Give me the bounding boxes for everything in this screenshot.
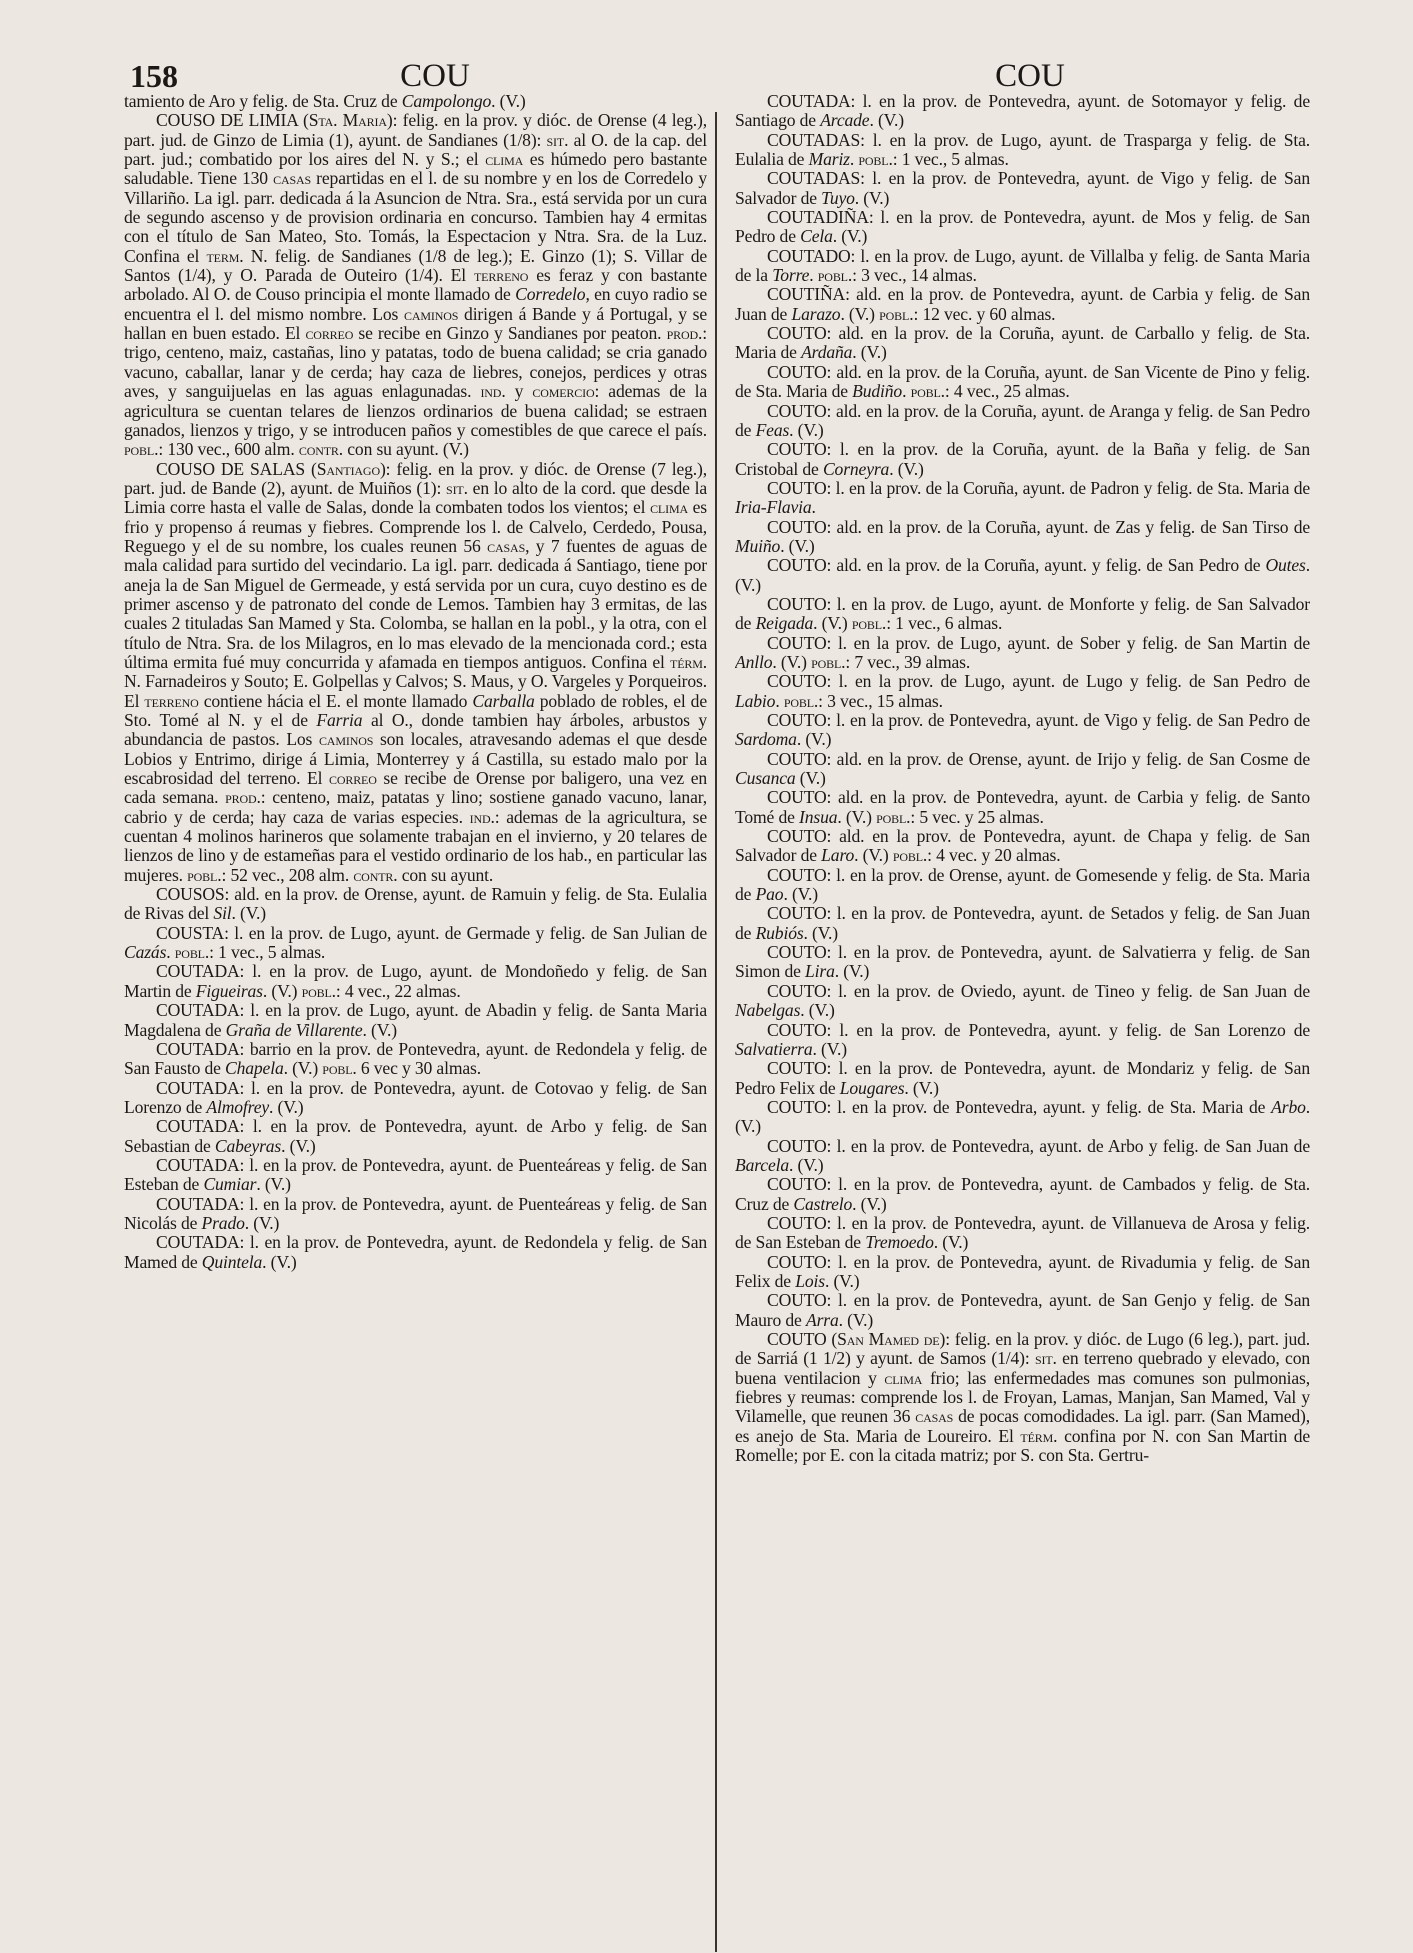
entry-text: pobl. — [876, 806, 911, 827]
entry-text: San Mamed de — [837, 1329, 940, 1349]
entry-text: de pocas comodidades. La igl. parr. (San Mamed), es anejo de Sta. Maria de Loureiro. El — [735, 1406, 1310, 1446]
entry-text: pobl. — [892, 845, 928, 866]
entry-text: Feas — [755, 419, 790, 440]
gazetteer-entry — [124, 1233, 707, 1272]
entry-text: : 3 vec., 14 almas. — [852, 265, 977, 286]
entry-text: Sardoma — [735, 729, 797, 750]
entry-text: . — [166, 942, 175, 963]
gazetteer-entry — [735, 92, 1310, 131]
entry-text: . — [775, 690, 784, 711]
entry-text: . — [902, 381, 911, 402]
entry-text: Anllo — [735, 651, 773, 672]
entry-text: N. felig. de Sandianes (1/8 de leg.); E. Ginzo (1); S. Villar de Santos (1/4), y O. Parada de Outeiro (1/4). El — [124, 245, 707, 286]
gazetteer-entry — [124, 1195, 707, 1234]
entry-text: COUTO: l. en la prov. de Pontevedra, ayunt. de San Genjo y felig. de San Mauro de — [735, 1290, 1310, 1330]
entry-text: . (V.) — [834, 961, 870, 982]
entry-text: . (V.) — [854, 187, 890, 208]
entry-text: COUTADA: barrio en la prov. de Pontevedra, ayunt. de Redondela y felig. de San Fausto de — [124, 1038, 707, 1079]
entry-text: comercio — [532, 381, 595, 402]
entry-text: . (V.) — [362, 1019, 397, 1040]
entry-text: COUSO DE LIMIA ( — [156, 110, 309, 131]
entry-text: : 12 vec. y 60 almas. — [913, 303, 1056, 324]
entry-text: COUTO: l. en la prov. de Pontevedra, ayunt. de Villanueva de Arosa y felig. de San Esteban de — [735, 1212, 1310, 1253]
entry-text: . (V.) — [854, 845, 893, 866]
entry-text: frio; las enfermedades mas comunes son pulmonias, fiebres y reumas: comprende los l. de Froyan, Lamas, Manjan, San Mamed, Val y Vilamelle, que reunen 36 — [735, 1367, 1310, 1427]
entry-text: contr. — [353, 864, 398, 885]
entry-text: Graña de Villarente — [225, 1019, 363, 1040]
gazetteer-entry — [735, 672, 1310, 711]
entry-text: dirigen á Bande y á Portugal, y se hallan en buen estado. El — [124, 303, 707, 344]
entry-text: . (V.) — [231, 903, 266, 924]
entry-text: pobl. — [783, 690, 819, 711]
gazetteer-entry — [735, 479, 1310, 518]
entry-text: Quintela — [201, 1251, 263, 1272]
entry-text: . (V.) — [838, 1309, 874, 1330]
entry-text: pobl. — [851, 613, 887, 634]
entry-text: se recibe en Ginzo y Sandianes por peaton. — [353, 323, 667, 344]
entry-text: . (V.) — [789, 1154, 824, 1175]
entry-text: Prado — [201, 1212, 245, 1233]
entry-text: Cazás — [124, 942, 167, 963]
entry-text: Rubiós — [755, 922, 804, 943]
entry-text: COUTO: l. en la prov. de Lugo, ayunt. de Lugo y felig. de San Pedro de — [767, 671, 1310, 692]
entry-text: COUTADA: l. en la prov. de Pontevedra, ayunt. de Puenteáreas y felig. de San Esteban de — [124, 1154, 707, 1195]
entry-text: . (V.) — [269, 1096, 304, 1117]
entry-text: : 4 vec. y 20 almas. — [927, 845, 1061, 866]
entry-text: COUTO ( — [767, 1329, 838, 1349]
gazetteer-entry — [124, 111, 707, 459]
entry-text: casas — [273, 168, 312, 189]
entry-text: COUTO: l. en la prov. de Oviedo, ayunt. de Tineo y felig. de San Juan de — [767, 980, 1310, 1001]
entry-text: son locales, atravesando ademas el que desde Lobios y Entrimo, dirige á Limia, Monterrey y á Castilla, su estado malo por la escabrosidad del terreno. El — [124, 729, 707, 789]
entry-text: con su ayunt. — [397, 864, 494, 885]
entry-text: , y 7 fuentes de aguas de mala calidad para surtido del vecindario. La igl. parr. dedicada á Santiago, tiene por aneja la de San Miguel de Germeade, y está servida por un cura, cuyo destino es de primer ascenso y de patronato del conde de Lemos. Tambien hay 3 ermitas, de las cuales 2 tituladas San Mamed y Sta. Colomba, se hallan en la pobl., y la otra, con el título de Ntra. Sra. de los Milagros, en lo mas elevado de la mencionada cord.; esta última ermita fué muy concurrida y afamada en tiempos antiguos. Confina el — [124, 535, 707, 672]
entry-text: ): felig. en la prov. y dióc. de Orense (7 leg.), part. jud. de Bande (2), ayunt. de Muiños (1): — [124, 458, 707, 498]
entry-text: COUTO: l. en la prov. de Pontevedra, ayunt. y felig. de Sta. Maria de — [767, 1096, 1272, 1117]
entry-text: pobl. — [817, 265, 853, 286]
entry-text: COUTO: l. en la prov. de Pontevedra, ayunt. de Salvatierra y felig. de San Simon de — [735, 942, 1310, 982]
entry-text: . (V.) — [491, 92, 526, 111]
entry-text: Carballa — [472, 690, 535, 711]
entry-text: Cela — [800, 226, 833, 247]
entry-text: term. — [206, 245, 244, 266]
gazetteer-entry — [735, 1175, 1310, 1214]
entry-text: COUTO: l. en la prov. de Lugo, ayunt. de Monforte y felig. de San Salvador de — [735, 593, 1310, 634]
entry-text: COUTADO: l. en la prov. de Lugo, ayunt. de Villalba y felig. de Santa Maria de la — [735, 245, 1310, 286]
entry-text: casas — [915, 1406, 954, 1427]
entry-text: clima — [485, 149, 524, 170]
entry-text: COUTO: l. en la prov. de la Coruña, ayunt. de la Baña y felig. de San Cristobal de — [735, 439, 1310, 479]
entry-text: COUTO: ald. en la prov. de Pontevedra, ayunt. de Carbia y felig. de Santo Tomé de — [735, 787, 1310, 827]
entry-text: COUTO: l. en la prov. de Lugo, ayunt. de Sober y felig. de San Martin de — [767, 632, 1310, 653]
entry-text: COUTO: ald. en la prov. de la Coruña, ayunt. de San Vicente de Pino y felig. de Sta. Maria de — [735, 361, 1310, 402]
gazetteer-entry — [735, 363, 1310, 402]
entry-text: tamiento de Aro y felig. de Sta. Cruz de — [124, 92, 402, 111]
entry-text: y — [505, 381, 533, 402]
entry-text: . (V.) — [262, 980, 302, 1001]
entry-text: . (V.) — [735, 555, 1310, 595]
gazetteer-entry — [124, 92, 707, 111]
entry-text: Barcela — [735, 1154, 789, 1175]
entry-text: : 52 vec., 208 alm. — [221, 864, 354, 885]
gazetteer-entry — [735, 750, 1310, 789]
entry-text: Nabelgas — [735, 1000, 801, 1021]
running-head-right: COU — [995, 58, 1065, 94]
entry-text: terreno — [474, 265, 529, 286]
entry-text: COUTADA: l. en la prov. de Lugo, ayunt. de Mondoñedo y felig. de San Martin de — [124, 961, 707, 1001]
gazetteer-entry — [735, 324, 1310, 363]
entry-text: : 1 vec., 5 almas. — [892, 149, 1009, 170]
entry-text: : 130 vec., 600 alm. — [158, 439, 299, 460]
entry-text: . (V.) — [772, 651, 812, 672]
gazetteer-entry — [735, 518, 1310, 557]
entry-text: térm. — [670, 651, 707, 672]
entry-text: . — [849, 149, 859, 170]
entry-text: pobl. — [322, 1058, 357, 1079]
entry-text: . (V.) — [824, 1270, 860, 1291]
entry-text: COUTO: l. en la prov. de Orense, ayunt. de Gomesende y felig. de Sta. Maria de — [735, 864, 1310, 905]
entry-text: Figueiras — [195, 980, 263, 1001]
gazetteer-entry — [735, 904, 1310, 943]
entry-text: , en cuyo radio se encuentra el l. del mismo nombre. Los — [124, 284, 707, 324]
entry-text: COUTADA: l. en la prov. de Pontevedra, ayunt. de Redondela y felig. de San Mamed de — [124, 1232, 707, 1272]
entry-text: . (V.) — [803, 922, 838, 943]
running-head-left: COU — [400, 58, 470, 94]
entry-text: Cumiar — [203, 1174, 257, 1195]
entry-text: se recibe de Orense por baligero, una vez en cada semana. — [124, 768, 707, 808]
entry-text: . (V.) — [904, 1077, 939, 1098]
entry-text: ): felig. en la prov. y dióc. de Orense (4 leg.), part. jud. de Ginzo de Limia (1), ayunt. de Sandianes (1/8): — [124, 110, 707, 150]
entry-text: Chapela — [225, 1058, 284, 1079]
entry-text: terreno — [144, 690, 199, 711]
entry-text: correo — [305, 323, 354, 344]
entry-text: COUTO: ald. en la prov. de la Coruña, ayunt. de Aranga y felig. de San Pedro de — [735, 400, 1310, 440]
entry-text: COUTADAS: l. en la prov. de Lugo, ayunt. de Trasparga y felig. de Sta. Eulalia de — [735, 129, 1310, 170]
entry-text: en terreno quebrado y elevado, con buena ventilacion y — [735, 1348, 1310, 1388]
entry-text: . (V.) — [244, 1212, 280, 1233]
gazetteer-entry — [735, 866, 1310, 905]
gazetteer-entry — [735, 595, 1310, 634]
entry-text: casas — [487, 535, 526, 556]
entry-text: . (V.) — [832, 226, 868, 247]
entry-text: . (V.) — [262, 1251, 297, 1272]
entry-text: N. Farnadeiros y Souto; E. Golpellas y Calvos; S. Maus, y O. Vargeles y Porqueiros. El — [124, 671, 707, 711]
gazetteer-entry — [735, 788, 1310, 827]
entry-text: Arra — [805, 1309, 839, 1330]
entry-text: Laro — [821, 845, 855, 866]
entry-text: COUTO: l. en la prov. de Pontevedra, ayunt. de Rivadumia y felig. de San Felix de — [735, 1251, 1310, 1291]
entry-text: contiene hácia el E. el monte llamado — [198, 690, 473, 711]
entry-text: Iria-Flavia — [735, 497, 812, 518]
gazetteer-entry — [735, 402, 1310, 441]
entry-text: : 4 vec., 25 almas. — [944, 381, 1070, 402]
entry-text: COUTO: l. en la prov. de Pontevedra, ayunt. de Cambados y felig. de Sta. Cruz de — [735, 1174, 1310, 1214]
entry-text: . (V.) — [780, 535, 815, 556]
entry-text: COUTO: ald. en la prov. de la Coruña, ayunt. de Carballo y felig. de Sta. Maria de — [735, 323, 1310, 363]
entry-text: : ademas de la agricultura se cuentan telares de lienzos ordinarios de buena calidad; se estraen ganados, lienzos y trigo, y se introducen paños y comestibles de que carece el país. — [124, 381, 707, 440]
column-rule — [715, 112, 717, 1952]
entry-text: . (V.) — [889, 458, 924, 479]
entry-text: . — [809, 265, 818, 286]
gazetteer-entry — [124, 1079, 707, 1118]
entry-text: : 7 vec., 39 almas. — [845, 651, 971, 672]
gazetteer-entry — [124, 460, 707, 886]
gazetteer-entry — [735, 1291, 1310, 1330]
entry-text: Santiago — [316, 458, 380, 479]
entry-text: pobl. — [124, 439, 159, 460]
gazetteer-entry — [735, 1330, 1310, 1465]
gazetteer-entry — [735, 131, 1310, 170]
left-column — [124, 92, 707, 1272]
gazetteer-entry — [124, 1040, 707, 1079]
entry-text: COUSTA: l. en la prov. de Lugo, ayunt. de Germade y felig. de San Julian de — [156, 922, 707, 943]
entry-text: Lira — [805, 961, 835, 982]
entry-text: Castrelo — [793, 1193, 853, 1214]
entry-text: Muiño — [735, 535, 781, 556]
entry-text: al O. de la cap. del part. jud.; combatido por los aires del N. y S.; el — [124, 129, 707, 170]
entry-text: caminos — [403, 303, 459, 324]
entry-text: . (V.) — [813, 613, 852, 634]
entry-text: sit. — [546, 129, 569, 150]
entry-text: COUTIÑA: ald. en la prov. de Pontevedra, ayunt. de Carbia y felig. de San Juan de — [735, 284, 1310, 324]
entry-text: pobl. — [879, 303, 914, 324]
entry-text: . (V.) — [789, 419, 824, 440]
entry-text: Almofrey — [206, 1096, 270, 1117]
entry-text: sit. — [1034, 1348, 1057, 1369]
entry-text: Pao — [755, 884, 784, 905]
entry-text: poblado de robles, el de Sto. Tomé al N. y el de — [124, 690, 707, 730]
entry-text: es feraz y con bastante arbolado. Al O. de Couso principia el monte llamado de — [124, 265, 707, 305]
entry-text: : 1 vec., 5 almas. — [209, 942, 326, 963]
entry-text: caminos — [318, 729, 374, 750]
entry-text: Salvatierra — [735, 1038, 813, 1059]
entry-text: contr. — [298, 439, 344, 460]
entry-text: . (V.) — [869, 110, 904, 131]
entry-text: COUTO: ald. en la prov. de la Coruña, ayunt. de Zas y felig. de San Tirso de — [767, 516, 1310, 537]
entry-text: COUTADA: l. en la prov. de Pontevedra, ayunt. de Sotomayor y felig. de Santiago de — [735, 92, 1310, 131]
entry-text: COUTADAS: l. en la prov. de Pontevedra, ayunt. de Vigo y felig. de San Salvador de — [735, 168, 1310, 208]
entry-text: Sta. Maria — [308, 110, 387, 131]
right-column — [735, 92, 1310, 1465]
entry-text: pobl. — [858, 149, 893, 170]
entry-text: Sil — [213, 903, 232, 924]
entry-text: . (V.) — [933, 1232, 969, 1253]
entry-text: . (V.) — [783, 884, 818, 905]
gazetteer-entry — [735, 556, 1310, 595]
gazetteer-entry — [735, 1253, 1310, 1292]
entry-text: COUTO: l. en la prov. de Pontevedra, ayunt. de Setados y felig. de San Juan de — [735, 903, 1310, 943]
entry-text: prod. — [225, 787, 261, 808]
entry-text: Larazo — [791, 303, 841, 324]
entry-text: COUTADA: l. en la prov. de Pontevedra, ayunt. de Puenteáreas y felig. de San Nicolás de — [124, 1193, 707, 1233]
gazetteer-entry — [735, 440, 1310, 479]
entry-text: : 5 vec. y 25 almas. — [910, 806, 1044, 827]
gazetteer-entry — [124, 1117, 707, 1156]
gazetteer-entry — [735, 827, 1310, 866]
gazetteer-entry — [735, 1098, 1310, 1137]
entry-text: pobl. — [301, 980, 336, 1001]
entry-text: . (V.) — [796, 729, 832, 750]
entry-text: sit. — [446, 477, 468, 498]
entry-text: Lois — [795, 1270, 825, 1291]
entry-text: . (V.) — [735, 1096, 1310, 1137]
gazetteer-entry — [735, 1137, 1310, 1176]
gazetteer-entry — [735, 247, 1310, 286]
entry-text: Farria — [316, 710, 363, 730]
gazetteer-entry — [735, 1059, 1310, 1098]
gazetteer-entry — [735, 634, 1310, 673]
entry-text: Cusanca — [735, 768, 796, 789]
entry-text: COUTO: l. en la prov. de la Coruña, ayunt. de Padron y felig. de Sta. Maria de — [767, 477, 1310, 498]
entry-text: . (V.) — [281, 1135, 316, 1156]
entry-text: . (V.) — [283, 1058, 323, 1079]
entry-text: pobl. — [910, 381, 945, 402]
entry-text: COUTADA: l. en la prov. de Lugo, ayunt. de Abadin y felig. de Santa Maria Magdalena de — [124, 1000, 707, 1040]
entry-text: COUTO: l. en la prov. de Pontevedra, ayunt. y felig. de San Lorenzo de — [767, 1019, 1310, 1040]
gazetteer-entry — [735, 711, 1310, 750]
entry-text: repartidas en el l. de su nombre y en los de Corredelo y Villariño. La igl. parr. dedicada á la Asuncion de Ntra. Sra., está servida por un cura de segundo ascenso y de provision ordinaria en concurso. Tambien hay 4 ermitas con el título de San Mateo, Sto. Tomás, la Espectacion y Ntra. Sra. de la Luz. Confina el — [124, 168, 707, 266]
entry-text: COUTO: ald. en la prov. de la Coruña, ayunt. y felig. de San Pedro de — [767, 555, 1266, 576]
entry-text: : ademas de la agricultura, se cuentan 4 molinos harineros que solamente trabajan en el invierno, y 20 telares de lienzos de lino y de estameñas para el vestido ordinario de los hab., en particular las mujeres. — [124, 806, 707, 885]
entry-text: Campolongo — [401, 92, 492, 111]
entry-text: COUTO: l. en la prov. de Pontevedra, ayunt. de Mondariz y felig. de San Pedro Felix de — [735, 1058, 1310, 1098]
entry-text: . (V.) — [852, 1193, 887, 1214]
gazetteer-entry — [735, 208, 1310, 247]
entry-text: . (V.) — [837, 806, 877, 827]
entry-text: . (V.) — [812, 1038, 847, 1059]
entry-text: COUTO: l. en la prov. de Pontevedra, ayunt. de Arbo y felig. de San Juan de — [767, 1135, 1310, 1156]
entry-text: pobl. — [811, 651, 846, 672]
gazetteer-entry — [124, 885, 707, 924]
entry-text: . — [811, 497, 816, 518]
entry-text: COUTO: ald. en la prov. de Pontevedra, ayunt. de Chapa y felig. de San Salvador de — [735, 826, 1310, 866]
entry-text: COUTO: ald. en la prov. de Orense, ayunt. de Irijo y felig. de San Cosme de — [767, 748, 1310, 769]
entry-text: Lougares — [839, 1077, 905, 1098]
entry-text: térm. — [1020, 1425, 1058, 1446]
entry-text: Tuyo — [821, 187, 855, 208]
entry-text: . (V.) — [852, 342, 887, 363]
entry-text: COUTADA: l. en la prov. de Pontevedra, ayunt. de Arbo y felig. de San Sebastian de — [124, 1116, 707, 1156]
entry-text: : 1 vec., 6 almas. — [886, 613, 1003, 634]
entry-text: : 4 vec., 22 almas. — [335, 980, 461, 1001]
gazetteer-entry — [735, 169, 1310, 208]
entry-text: ): felig. en la prov. y dióc. de Lugo (6 leg.), part. jud. de Sarriá (1 1/2) y ayunt. de Samos (1/4): — [735, 1329, 1310, 1369]
entry-text: pobl. — [187, 864, 222, 885]
entry-text: ind. — [469, 806, 495, 827]
entry-text: es frio y propenso á reumas y fiebres. Comprende los l. de Calvelo, Cerdedo, Pousa, Reguego y el de su nombre, los cuales reunen 56 — [124, 497, 707, 556]
entry-text: : 3 vec., 15 almas. — [818, 690, 943, 711]
entry-text: Mariz — [808, 149, 850, 170]
entry-text: clima — [884, 1367, 923, 1388]
gazetteer-entry — [124, 1001, 707, 1040]
gazetteer-entry — [735, 1214, 1310, 1253]
entry-text: confina por N. con San Martin de Romelle; por E. con la citada matriz; por S. con Sta. Gertru- — [735, 1425, 1310, 1466]
gazetteer-entry — [735, 982, 1310, 1021]
entry-text: Arcade — [820, 110, 870, 131]
entry-text: Cabeyras — [214, 1135, 282, 1156]
entry-text: Outes — [1265, 555, 1306, 576]
entry-text: COUTADA: l. en la prov. de Pontevedra, ayunt. de Cotovao y felig. de San Lorenzo de — [124, 1077, 707, 1117]
entry-text: clima — [650, 497, 688, 518]
entry-text: al O., donde tambien hay árboles, arbustos y abundancia de pastos. Los — [124, 710, 707, 750]
entry-text: COUSOS: ald. en la prov. de Orense, ayunt. de Ramuin y felig. de Sta. Eulalia de Rivas del — [124, 884, 707, 924]
gazetteer-entry — [124, 962, 707, 1001]
gazetteer-entry — [735, 285, 1310, 324]
gazetteer-entry — [735, 1021, 1310, 1060]
entry-text: Corneyra — [822, 458, 890, 479]
page-number: 158 — [130, 58, 178, 94]
entry-text: Arbo — [1271, 1096, 1306, 1117]
entry-text: Ardaña — [801, 342, 853, 363]
gazetteer-entry — [124, 1156, 707, 1195]
entry-text: COUSO DE SALAS ( — [156, 458, 317, 479]
entry-text: con su ayunt. (V.) — [343, 439, 469, 460]
entry-text: Reigada — [755, 613, 814, 634]
entry-text: 6 vec y 30 almas. — [356, 1058, 481, 1079]
entry-text: (V.) — [795, 768, 826, 789]
entry-text: Torre — [772, 265, 810, 286]
entry-text: prod. — [666, 323, 703, 344]
entry-text: Tremoedo — [865, 1232, 934, 1253]
entry-text: COUTO: l. en la prov. de Pontevedra, ayunt. de Vigo y felig. de San Pedro de — [767, 710, 1310, 730]
entry-text: : centeno, maiz, patatas y lino; sostiene ganado vacuno, lanar, cabrio y de cerda; hay caza de varias especies. — [124, 787, 707, 827]
entry-text: es húmedo pero bastante saludable. Tiene 130 — [124, 149, 707, 189]
entry-text: pobl. — [174, 942, 210, 963]
entry-text: . (V.) — [840, 303, 880, 324]
entry-text: . (V.) — [256, 1174, 291, 1195]
gazetteer-entry — [124, 924, 707, 963]
entry-text: . (V.) — [800, 1000, 835, 1021]
entry-text: Insua — [799, 806, 838, 827]
entry-text: Budiño — [852, 381, 903, 402]
gazetteer-entry — [735, 943, 1310, 982]
entry-text: en lo alto de la cord. que desde la Limia corre hasta el valle de Salas, donde la combaten todos los vientos; el — [124, 477, 707, 518]
entry-text: Corredelo — [515, 284, 586, 305]
entry-text: COUTADIÑA: l. en la prov. de Pontevedra, ayunt. de Mos y felig. de San Pedro de — [735, 207, 1310, 247]
entry-text: ind. — [480, 381, 506, 402]
entry-text: : trigo, centeno, maiz, castañas, lino y patatas, todo de buena calidad; se cria ganado vacuno, caballar, lanar y de cerda; hay caza de liebres, conejos, perdices y otras aves, y sanguijuelas en las aguas enlagunadas. — [124, 323, 707, 402]
entry-text: correo — [328, 768, 377, 789]
entry-text: Labio — [735, 690, 776, 711]
